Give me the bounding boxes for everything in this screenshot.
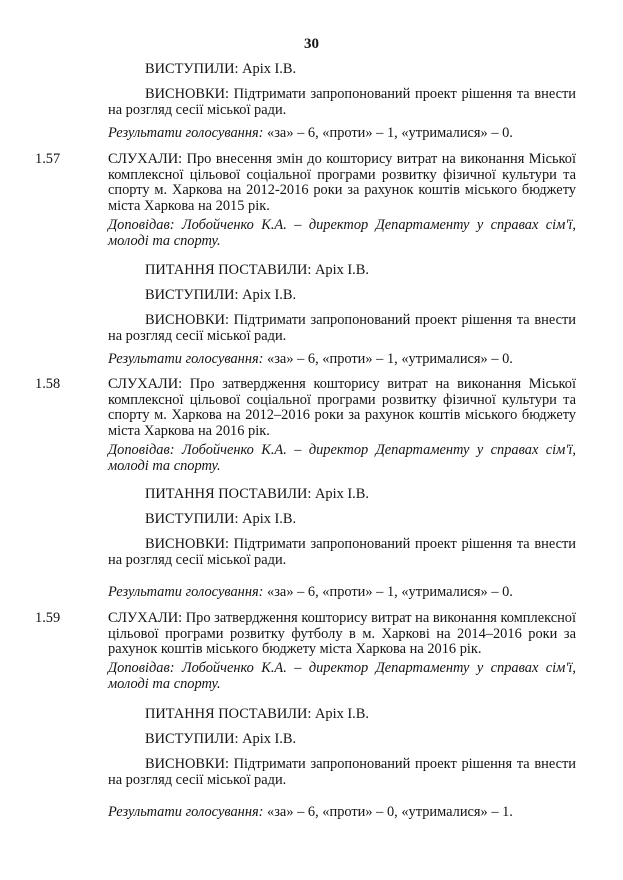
- voting-results-values: «за» – 6, «проти» – 1, «утрималися» – 0.: [263, 351, 513, 367]
- heard-paragraph: СЛУХАЛИ: Про затвердження кошторису витрат на виконання комплексної цільової програми розвитку футболу в м. Харкові на 2014–2016 роки за рахунок коштів міського бюджету міста Харкова на 2016 рік.: [108, 610, 576, 658]
- voting-results-label: Результати голосування:: [108, 584, 264, 600]
- questions-line: ПИТАННЯ ПОСТАВИЛИ: Аріх І.В.: [145, 706, 369, 722]
- speaker-paragraph: Доповідав: Лобойченко К.А. – директор Департаменту у справах сім'ї, молоді та спорту.: [108, 660, 576, 692]
- conclusion-paragraph: ВИСНОВКИ: Підтримати запропонований проект рішення та внести на розгляд сесії міської ради.: [108, 86, 576, 118]
- item-number: 1.59: [35, 610, 61, 626]
- questions-line: ПИТАННЯ ПОСТАВИЛИ: Аріх І.В.: [145, 486, 369, 502]
- voting-results: [108, 126, 513, 142]
- voting-results-label: Результати голосування:: [108, 804, 264, 820]
- conclusion-paragraph: ВИСНОВКИ: Підтримати запропонований проект рішення та внести на розгляд сесії міської ради.: [108, 756, 576, 788]
- voting-results-values: «за» – 6, «проти» – 1, «утрималися» – 0.: [263, 125, 513, 141]
- heard-paragraph: СЛУХАЛИ: Про внесення змін до кошторису витрат на виконання Міської комплексної цільової соціальної програми розвитку фізичної культури та спорту м. Харкова на 2012-2016 роки за рахунок коштів міського бюджету міста Харкова на 2015 рік.: [108, 151, 576, 214]
- heard-paragraph: СЛУХАЛИ: Про затвердження кошторису витрат на виконання Міської комплексної цільової соціальної програми розвитку фізичної культури та спорту м. Харкова на 2012–2016 роки за рахунок коштів міського бюджету міста Харкова на 2016 рік.: [108, 376, 576, 439]
- speakers-line: ВИСТУПИЛИ: Аріх І.В.: [145, 61, 297, 77]
- speakers-line: ВИСТУПИЛИ: Аріх І.В.: [145, 511, 297, 527]
- voting-results-label: Результати голосування:: [108, 351, 264, 367]
- voting-results: [108, 805, 513, 821]
- voting-results-label: Результати голосування:: [108, 125, 264, 141]
- item-number: 1.58: [35, 376, 61, 392]
- speakers-line: ВИСТУПИЛИ: Аріх І.В.: [145, 287, 297, 303]
- item-number: 1.57: [35, 151, 61, 167]
- voting-results-values: «за» – 6, «проти» – 1, «утрималися» – 0.: [263, 584, 513, 600]
- speaker-paragraph: Доповідав: Лобойченко К.А. – директор Департаменту у справах сім'ї, молоді та спорту.: [108, 217, 576, 249]
- voting-results: [108, 352, 513, 368]
- conclusion-paragraph: ВИСНОВКИ: Підтримати запропонований проект рішення та внести на розгляд сесії міської ради.: [108, 312, 576, 344]
- voting-results-values: «за» – 6, «проти» – 0, «утрималися» – 1.: [263, 804, 513, 820]
- voting-results: [108, 585, 513, 601]
- speakers-line: ВИСТУПИЛИ: Аріх І.В.: [145, 731, 297, 747]
- questions-line: ПИТАННЯ ПОСТАВИЛИ: Аріх І.В.: [145, 262, 369, 278]
- speaker-paragraph: Доповідав: Лобойченко К.А. – директор Департаменту у справах сім'ї, молоді та спорту.: [108, 442, 576, 474]
- page-number: 30: [304, 36, 319, 52]
- conclusion-paragraph: ВИСНОВКИ: Підтримати запропонований проект рішення та внести на розгляд сесії міської ради.: [108, 536, 576, 568]
